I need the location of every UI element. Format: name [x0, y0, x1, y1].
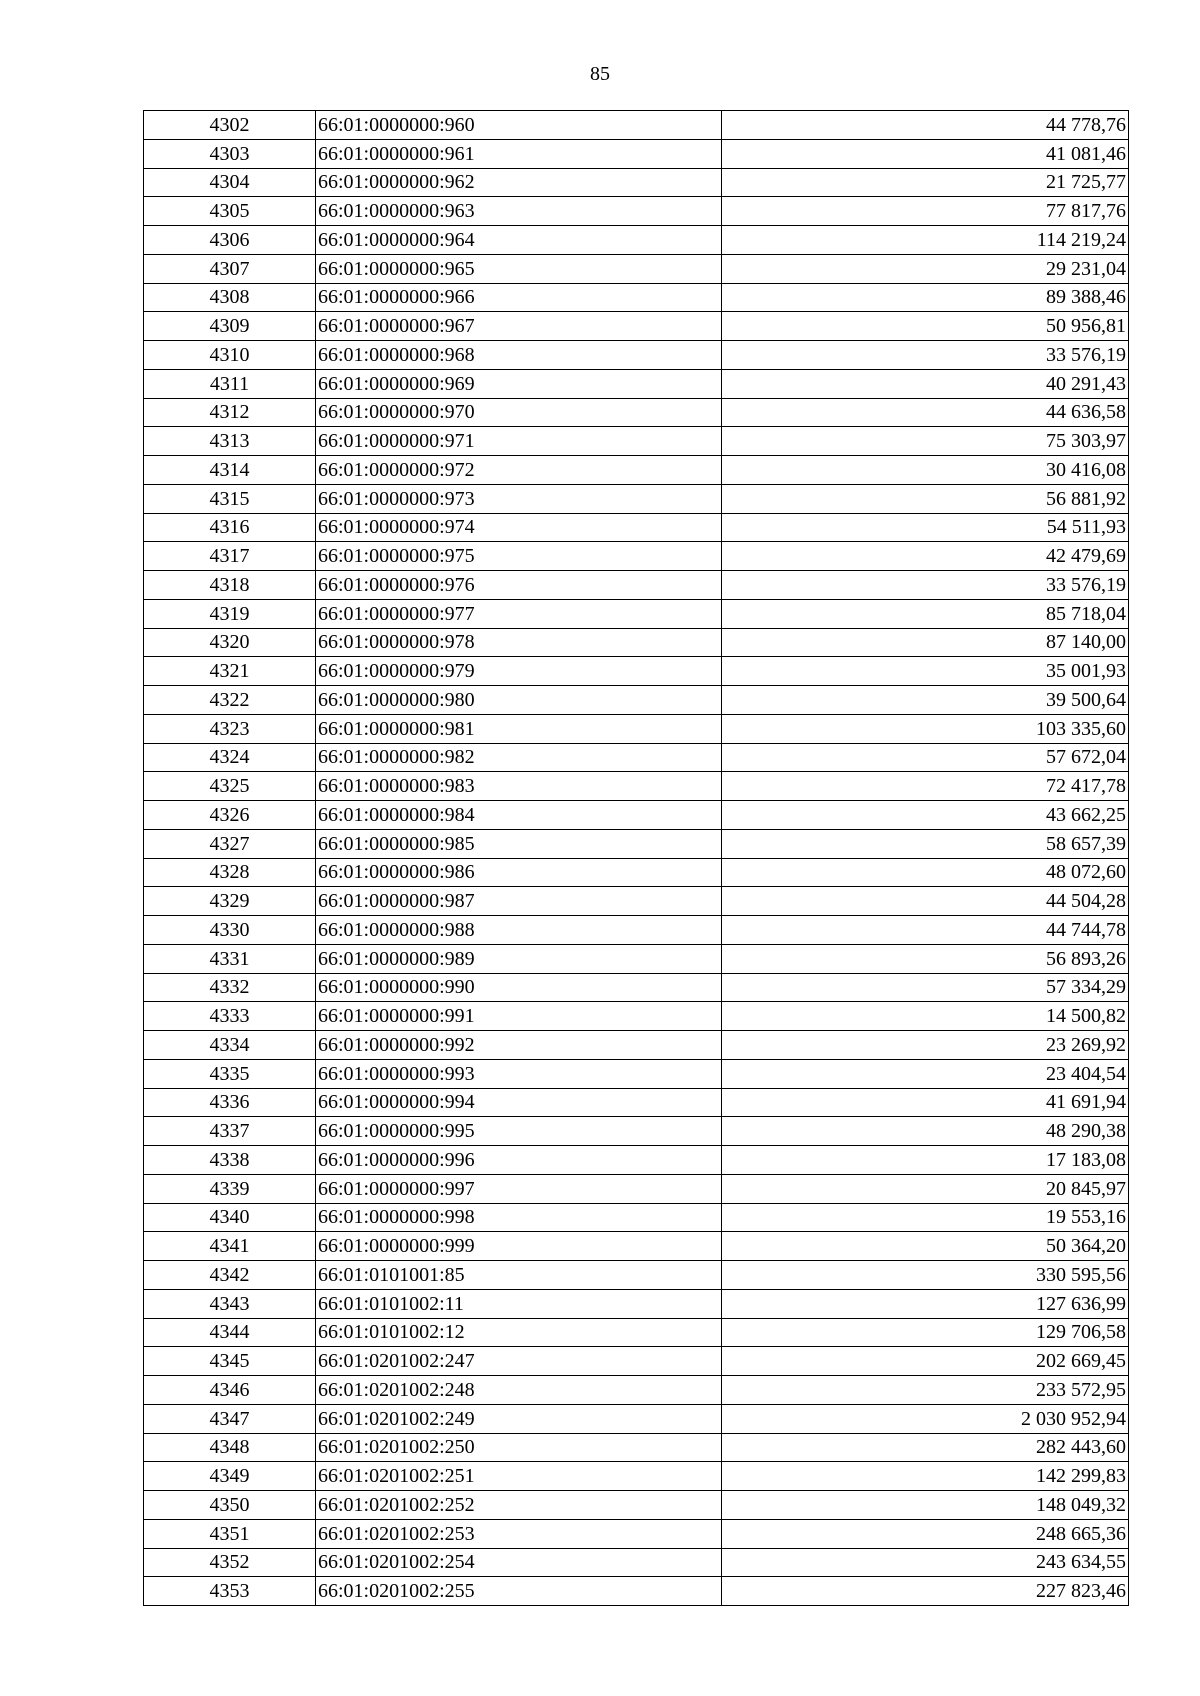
row-number-cell: 4316 — [144, 513, 316, 542]
row-number-cell: 4345 — [144, 1347, 316, 1376]
row-number-cell: 4348 — [144, 1433, 316, 1462]
cadastral-number-cell: 66:01:0201002:249 — [316, 1404, 722, 1433]
value-cell: 330 595,56 — [722, 1261, 1129, 1290]
value-cell: 54 511,93 — [722, 513, 1129, 542]
row-number-cell: 4337 — [144, 1117, 316, 1146]
row-number-cell: 4328 — [144, 858, 316, 887]
row-number-cell: 4352 — [144, 1548, 316, 1577]
row-number-cell: 4351 — [144, 1519, 316, 1548]
value-cell: 33 576,19 — [722, 341, 1129, 370]
value-cell: 40 291,43 — [722, 369, 1129, 398]
table-row — [144, 1289, 1129, 1318]
value-cell: 41 081,46 — [722, 139, 1129, 168]
table-row — [144, 571, 1129, 600]
row-number-cell: 4317 — [144, 542, 316, 571]
table-row — [144, 973, 1129, 1002]
cadastral-number-cell: 66:01:0000000:988 — [316, 916, 722, 945]
cadastral-number-cell: 66:01:0201002:254 — [316, 1548, 722, 1577]
row-number-cell: 4341 — [144, 1232, 316, 1261]
row-number-cell: 4323 — [144, 714, 316, 743]
value-cell: 129 706,58 — [722, 1318, 1129, 1347]
table-row — [144, 1261, 1129, 1290]
table-row — [144, 1347, 1129, 1376]
cadastral-number-cell: 66:01:0000000:999 — [316, 1232, 722, 1261]
cadastral-number-cell: 66:01:0000000:993 — [316, 1059, 722, 1088]
value-cell: 127 636,99 — [722, 1289, 1129, 1318]
table-row — [144, 829, 1129, 858]
value-cell: 48 290,38 — [722, 1117, 1129, 1146]
cadastral-number-cell: 66:01:0000000:979 — [316, 657, 722, 686]
row-number-cell: 4311 — [144, 369, 316, 398]
value-cell: 148 049,32 — [722, 1491, 1129, 1520]
row-number-cell: 4338 — [144, 1146, 316, 1175]
row-number-cell: 4319 — [144, 599, 316, 628]
cadastral-number-cell: 66:01:0201002:251 — [316, 1462, 722, 1491]
row-number-cell: 4332 — [144, 973, 316, 1002]
cadastral-number-cell: 66:01:0000000:977 — [316, 599, 722, 628]
table-row — [144, 686, 1129, 715]
value-cell: 44 778,76 — [722, 111, 1129, 140]
row-number-cell: 4336 — [144, 1088, 316, 1117]
cadastral-number-cell: 66:01:0000000:971 — [316, 427, 722, 456]
value-cell: 56 893,26 — [722, 944, 1129, 973]
cadastral-number-cell: 66:01:0000000:976 — [316, 571, 722, 600]
value-cell: 248 665,36 — [722, 1519, 1129, 1548]
row-number-cell: 4309 — [144, 312, 316, 341]
value-cell: 50 364,20 — [722, 1232, 1129, 1261]
table-row — [144, 858, 1129, 887]
cadastral-number-cell: 66:01:0000000:986 — [316, 858, 722, 887]
cadastral-number-cell: 66:01:0000000:981 — [316, 714, 722, 743]
cadastral-number-cell: 66:01:0000000:964 — [316, 226, 722, 255]
table-row — [144, 1491, 1129, 1520]
table-row — [144, 916, 1129, 945]
value-cell: 35 001,93 — [722, 657, 1129, 686]
table-row — [144, 944, 1129, 973]
cadastral-number-cell: 66:01:0000000:996 — [316, 1146, 722, 1175]
value-cell: 114 219,24 — [722, 226, 1129, 255]
table-row — [144, 657, 1129, 686]
cadastral-number-cell: 66:01:0201002:255 — [316, 1577, 722, 1606]
table-row — [144, 772, 1129, 801]
value-cell: 44 636,58 — [722, 398, 1129, 427]
value-cell: 56 881,92 — [722, 484, 1129, 513]
row-number-cell: 4313 — [144, 427, 316, 456]
cadastral-number-cell: 66:01:0000000:970 — [316, 398, 722, 427]
cadastral-number-cell: 66:01:0000000:997 — [316, 1174, 722, 1203]
table-row — [144, 1146, 1129, 1175]
value-cell: 43 662,25 — [722, 801, 1129, 830]
table-row — [144, 628, 1129, 657]
row-number-cell: 4310 — [144, 341, 316, 370]
value-cell: 57 672,04 — [722, 743, 1129, 772]
table-row — [144, 513, 1129, 542]
table-row — [144, 341, 1129, 370]
value-cell: 23 269,92 — [722, 1031, 1129, 1060]
table-row — [144, 1548, 1129, 1577]
table-row — [144, 1404, 1129, 1433]
row-number-cell: 4334 — [144, 1031, 316, 1060]
table-row — [144, 226, 1129, 255]
value-cell: 202 669,45 — [722, 1347, 1129, 1376]
value-cell: 41 691,94 — [722, 1088, 1129, 1117]
cadastral-number-cell: 66:01:0000000:969 — [316, 369, 722, 398]
cadastral-number-cell: 66:01:0000000:980 — [316, 686, 722, 715]
table-row — [144, 139, 1129, 168]
cadastral-number-cell: 66:01:0000000:966 — [316, 283, 722, 312]
table-row — [144, 484, 1129, 513]
value-cell: 58 657,39 — [722, 829, 1129, 858]
value-cell: 44 744,78 — [722, 916, 1129, 945]
cadastral-number-cell: 66:01:0201002:248 — [316, 1376, 722, 1405]
row-number-cell: 4315 — [144, 484, 316, 513]
value-cell: 14 500,82 — [722, 1002, 1129, 1031]
table-row — [144, 1031, 1129, 1060]
cadastral-number-cell: 66:01:0000000:963 — [316, 197, 722, 226]
table-row — [144, 254, 1129, 283]
cadastral-number-cell: 66:01:0000000:989 — [316, 944, 722, 973]
cadastral-number-cell: 66:01:0000000:967 — [316, 312, 722, 341]
row-number-cell: 4331 — [144, 944, 316, 973]
table-row — [144, 1519, 1129, 1548]
cadastral-value-table — [143, 110, 1129, 1606]
table-row — [144, 283, 1129, 312]
cadastral-number-cell: 66:01:0201002:247 — [316, 1347, 722, 1376]
table-row — [144, 1376, 1129, 1405]
row-number-cell: 4353 — [144, 1577, 316, 1606]
value-cell: 2 030 952,94 — [722, 1404, 1129, 1433]
row-number-cell: 4346 — [144, 1376, 316, 1405]
table-row — [144, 1577, 1129, 1606]
row-number-cell: 4343 — [144, 1289, 316, 1318]
table-row — [144, 1433, 1129, 1462]
cadastral-number-cell: 66:01:0201002:253 — [316, 1519, 722, 1548]
row-number-cell: 4305 — [144, 197, 316, 226]
value-cell: 30 416,08 — [722, 456, 1129, 485]
table-row — [144, 1059, 1129, 1088]
cadastral-number-cell: 66:01:0000000:995 — [316, 1117, 722, 1146]
value-cell: 48 072,60 — [722, 858, 1129, 887]
table-row — [144, 887, 1129, 916]
row-number-cell: 4308 — [144, 283, 316, 312]
row-number-cell: 4325 — [144, 772, 316, 801]
value-cell: 72 417,78 — [722, 772, 1129, 801]
row-number-cell: 4312 — [144, 398, 316, 427]
table-row — [144, 111, 1129, 140]
table-row — [144, 197, 1129, 226]
cadastral-number-cell: 66:01:0000000:965 — [316, 254, 722, 283]
table-row — [144, 456, 1129, 485]
cadastral-number-cell: 66:01:0000000:972 — [316, 456, 722, 485]
value-cell: 44 504,28 — [722, 887, 1129, 916]
row-number-cell: 4333 — [144, 1002, 316, 1031]
table-row — [144, 398, 1129, 427]
row-number-cell: 4322 — [144, 686, 316, 715]
table-row — [144, 427, 1129, 456]
value-cell: 23 404,54 — [722, 1059, 1129, 1088]
row-number-cell: 4314 — [144, 456, 316, 485]
row-number-cell: 4324 — [144, 743, 316, 772]
cadastral-number-cell: 66:01:0000000:983 — [316, 772, 722, 801]
row-number-cell: 4350 — [144, 1491, 316, 1520]
row-number-cell: 4318 — [144, 571, 316, 600]
cadastral-number-cell: 66:01:0000000:978 — [316, 628, 722, 657]
table-row — [144, 1174, 1129, 1203]
table-row — [144, 312, 1129, 341]
cadastral-number-cell: 66:01:0000000:960 — [316, 111, 722, 140]
value-cell: 29 231,04 — [722, 254, 1129, 283]
table-row — [144, 599, 1129, 628]
table-row — [144, 1002, 1129, 1031]
value-cell: 77 817,76 — [722, 197, 1129, 226]
table-body — [144, 111, 1129, 1606]
cadastral-number-cell: 66:01:0000000:992 — [316, 1031, 722, 1060]
value-cell: 142 299,83 — [722, 1462, 1129, 1491]
cadastral-number-cell: 66:01:0000000:987 — [316, 887, 722, 916]
table-row — [144, 714, 1129, 743]
cadastral-number-cell: 66:01:0101002:12 — [316, 1318, 722, 1347]
cadastral-number-cell: 66:01:0201002:250 — [316, 1433, 722, 1462]
row-number-cell: 4335 — [144, 1059, 316, 1088]
value-cell: 243 634,55 — [722, 1548, 1129, 1577]
cadastral-number-cell: 66:01:0101002:11 — [316, 1289, 722, 1318]
value-cell: 33 576,19 — [722, 571, 1129, 600]
cadastral-number-cell: 66:01:0201002:252 — [316, 1491, 722, 1520]
value-cell: 57 334,29 — [722, 973, 1129, 1002]
row-number-cell: 4304 — [144, 168, 316, 197]
table-row — [144, 369, 1129, 398]
row-number-cell: 4347 — [144, 1404, 316, 1433]
value-cell: 75 303,97 — [722, 427, 1129, 456]
row-number-cell: 4327 — [144, 829, 316, 858]
cadastral-number-cell: 66:01:0101001:85 — [316, 1261, 722, 1290]
value-cell: 42 479,69 — [722, 542, 1129, 571]
value-cell: 85 718,04 — [722, 599, 1129, 628]
cadastral-number-cell: 66:01:0000000:991 — [316, 1002, 722, 1031]
cadastral-number-cell: 66:01:0000000:962 — [316, 168, 722, 197]
cadastral-number-cell: 66:01:0000000:982 — [316, 743, 722, 772]
cadastral-number-cell: 66:01:0000000:968 — [316, 341, 722, 370]
row-number-cell: 4321 — [144, 657, 316, 686]
value-cell: 227 823,46 — [722, 1577, 1129, 1606]
value-cell: 87 140,00 — [722, 628, 1129, 657]
cadastral-number-cell: 66:01:0000000:961 — [316, 139, 722, 168]
cadastral-number-cell: 66:01:0000000:974 — [316, 513, 722, 542]
table-row — [144, 1318, 1129, 1347]
row-number-cell: 4303 — [144, 139, 316, 168]
value-cell: 233 572,95 — [722, 1376, 1129, 1405]
cadastral-number-cell: 66:01:0000000:994 — [316, 1088, 722, 1117]
cadastral-number-cell: 66:01:0000000:990 — [316, 973, 722, 1002]
row-number-cell: 4306 — [144, 226, 316, 255]
cadastral-number-cell: 66:01:0000000:998 — [316, 1203, 722, 1232]
value-cell: 89 388,46 — [722, 283, 1129, 312]
row-number-cell: 4326 — [144, 801, 316, 830]
value-cell: 39 500,64 — [722, 686, 1129, 715]
row-number-cell: 4329 — [144, 887, 316, 916]
table-row — [144, 1232, 1129, 1261]
row-number-cell: 4339 — [144, 1174, 316, 1203]
cadastral-number-cell: 66:01:0000000:985 — [316, 829, 722, 858]
cadastral-number-cell: 66:01:0000000:984 — [316, 801, 722, 830]
table-row — [144, 168, 1129, 197]
row-number-cell: 4342 — [144, 1261, 316, 1290]
cadastral-number-cell: 66:01:0000000:975 — [316, 542, 722, 571]
value-cell: 20 845,97 — [722, 1174, 1129, 1203]
value-cell: 21 725,77 — [722, 168, 1129, 197]
table-row — [144, 1203, 1129, 1232]
page-number: 85 — [590, 63, 610, 85]
row-number-cell: 4340 — [144, 1203, 316, 1232]
row-number-cell: 4344 — [144, 1318, 316, 1347]
table-row — [144, 801, 1129, 830]
row-number-cell: 4330 — [144, 916, 316, 945]
value-cell: 19 553,16 — [722, 1203, 1129, 1232]
value-cell: 17 183,08 — [722, 1146, 1129, 1175]
value-cell: 103 335,60 — [722, 714, 1129, 743]
value-cell: 282 443,60 — [722, 1433, 1129, 1462]
row-number-cell: 4349 — [144, 1462, 316, 1491]
row-number-cell: 4307 — [144, 254, 316, 283]
row-number-cell: 4302 — [144, 111, 316, 140]
table-row — [144, 542, 1129, 571]
table-row — [144, 1088, 1129, 1117]
row-number-cell: 4320 — [144, 628, 316, 657]
table-row — [144, 1462, 1129, 1491]
table-row — [144, 1117, 1129, 1146]
cadastral-number-cell: 66:01:0000000:973 — [316, 484, 722, 513]
table-row — [144, 743, 1129, 772]
value-cell: 50 956,81 — [722, 312, 1129, 341]
